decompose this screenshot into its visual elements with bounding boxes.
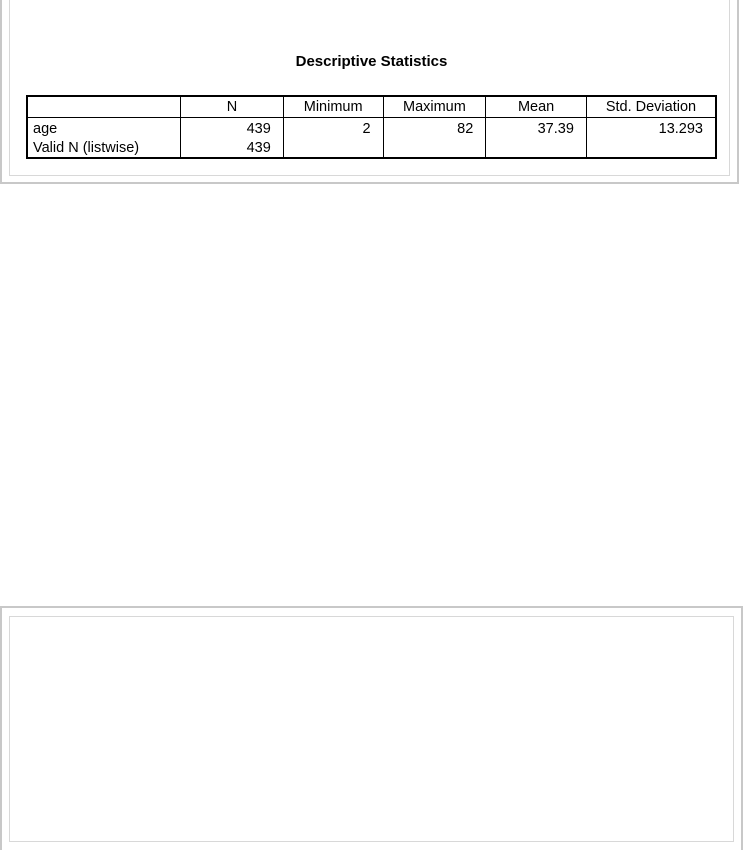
cell-maximum — [383, 138, 486, 158]
cell-mean — [486, 138, 587, 158]
output-panel-bottom-inner — [9, 616, 734, 842]
table-header-row — [27, 96, 716, 118]
cell-n: 439 — [181, 118, 284, 139]
header-n: N — [181, 96, 284, 118]
cell-n: 439 — [181, 138, 284, 158]
cell-std-deviation: 13.293 — [586, 118, 716, 139]
cell-mean: 37.39 — [486, 118, 587, 139]
header-minimum: Minimum — [283, 96, 383, 118]
table-title: Descriptive Statistics — [295, 53, 448, 70]
header-corner — [27, 96, 181, 118]
header-mean: Mean — [486, 96, 587, 118]
row-label: Valid N (listwise) — [27, 138, 181, 158]
table-row — [27, 118, 716, 139]
cell-maximum: 82 — [383, 118, 486, 139]
header-maximum: Maximum — [383, 96, 486, 118]
cell-std-deviation — [586, 138, 716, 158]
output-panel-bottom — [0, 606, 743, 850]
cell-minimum — [283, 138, 383, 158]
descriptive-statistics-table — [26, 95, 717, 159]
header-std-deviation: Std. Deviation — [586, 96, 716, 118]
row-label: age — [27, 118, 181, 139]
cell-minimum: 2 — [283, 118, 383, 139]
table-row — [27, 138, 716, 158]
